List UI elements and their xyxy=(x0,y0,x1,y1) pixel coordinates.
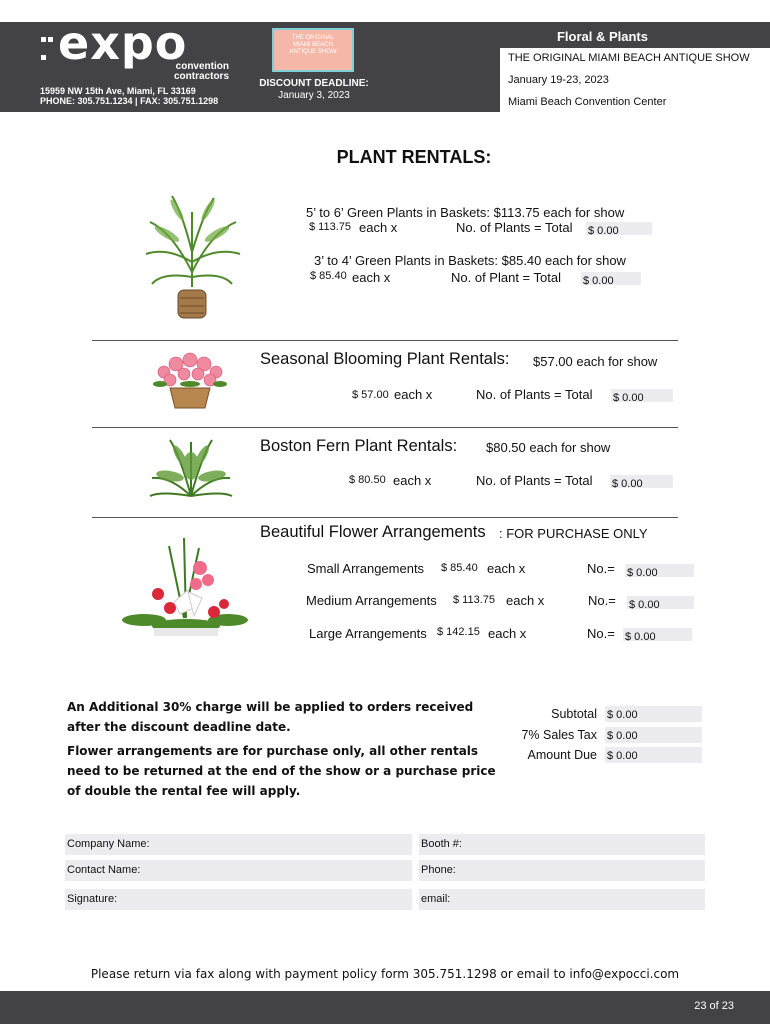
medium-arrangement-label: Medium Arrangements xyxy=(306,593,437,608)
amount-due-field[interactable]: $ 0.00 xyxy=(605,747,702,763)
fern-price-note: $80.50 each for show xyxy=(486,440,611,455)
medium-arrangement-each: each x xyxy=(506,593,545,608)
medium-arrangement-total-field[interactable]: $ 0.00 xyxy=(627,596,694,609)
small-arrangement-each: each x xyxy=(487,561,526,576)
return-policy-note: Flower arrangements are for purchase only, all other rentals need to be returned at the end of the show or a purchase price of double the rental fee will apply. xyxy=(67,744,496,798)
sales-tax-label: 7% Sales Tax xyxy=(521,728,597,742)
large-green-price: $ 113.75 xyxy=(309,221,352,233)
company-name-field[interactable]: Company Name: xyxy=(65,834,412,855)
amount-due-label: Amount Due xyxy=(527,748,597,762)
flower-arrangement-icon xyxy=(124,528,248,638)
seasonal-price-note: $57.00 each for show xyxy=(533,354,658,369)
small-arrangement-no: No.= xyxy=(587,561,615,576)
section-divider xyxy=(92,517,678,518)
large-green-heading: 5’ to 6’ Green Plants in Baskets: $113.75 each for show xyxy=(306,205,625,220)
sales-tax-field[interactable]: $ 0.00 xyxy=(605,727,702,743)
section-divider xyxy=(92,340,678,341)
page-number: 23 of 23 xyxy=(694,1000,734,1012)
small-green-total-field[interactable]: $ 0.00 xyxy=(581,272,641,285)
large-arrangement-no: No.= xyxy=(587,626,615,641)
large-green-total-field[interactable]: $ 0.00 xyxy=(586,222,652,235)
fern-price: $ 80.50 xyxy=(349,474,386,486)
contact-name-field[interactable]: Contact Name: xyxy=(65,860,412,881)
show-logo-badge: THE ORIGINAL MIAMI BEACH ANTIQUE SHOW xyxy=(272,28,354,72)
seasonal-each: each x xyxy=(394,387,433,402)
booth-number-field[interactable]: Booth #: xyxy=(419,834,705,855)
discount-deadline-date: January 3, 2023 xyxy=(278,90,350,101)
medium-arrangement-no: No.= xyxy=(588,593,616,608)
logo-dots-icon xyxy=(40,30,54,66)
subtotal-field[interactable]: $ 0.00 xyxy=(605,706,702,722)
small-green-each: each x xyxy=(352,270,391,285)
arrangements-heading: Beautiful Flower Arrangements xyxy=(260,523,486,541)
fern-each: each x xyxy=(393,473,432,488)
section-divider xyxy=(92,427,678,428)
small-arrangement-price: $ 85.40 xyxy=(441,562,478,574)
seasonal-price: $ 57.00 xyxy=(352,389,389,401)
signature-field[interactable]: Signature: xyxy=(65,889,412,910)
logo-subtitle: convention contractors xyxy=(173,61,229,82)
fern-plant-icon xyxy=(150,436,232,498)
arrangements-note: : FOR PURCHASE ONLY xyxy=(499,526,648,541)
small-green-qty-label: No. of Plant = Total xyxy=(451,270,561,285)
small-green-price: $ 85.40 xyxy=(310,270,347,282)
seasonal-qty-label: No. of Plants = Total xyxy=(476,387,593,402)
email-field[interactable]: email: xyxy=(419,889,705,910)
page-title: PLANT RENTALS: xyxy=(336,147,492,167)
large-arrangement-total-field[interactable]: $ 0.00 xyxy=(623,628,692,641)
palm-plant-icon xyxy=(142,192,242,322)
large-arrangement-label: Large Arrangements xyxy=(309,626,427,641)
large-green-qty-label: No. of Plants = Total xyxy=(456,220,573,235)
seasonal-total-field[interactable]: $ 0.00 xyxy=(611,389,673,402)
show-dates: January 19-23, 2023 xyxy=(508,74,609,86)
small-arrangement-label: Small Arrangements xyxy=(307,561,425,576)
medium-arrangement-price: $ 113.75 xyxy=(453,594,496,606)
small-green-heading: 3’ to 4’ Green Plants in Baskets: $85.40 each for show xyxy=(314,253,626,268)
large-green-each: each x xyxy=(359,220,398,235)
logo-word: expo xyxy=(58,16,188,70)
blooming-plant-icon xyxy=(150,352,230,410)
show-venue: Miami Beach Convention Center xyxy=(508,96,667,108)
seasonal-heading: Seasonal Blooming Plant Rentals: xyxy=(260,350,510,368)
fern-heading: Boston Fern Plant Rentals: xyxy=(260,437,458,455)
small-arrangement-total-field[interactable]: $ 0.00 xyxy=(625,564,694,577)
fern-qty-label: No. of Plants = Total xyxy=(476,473,593,488)
large-arrangement-price: $ 142.15 xyxy=(437,626,480,638)
section-tab-title: Floral & Plants xyxy=(556,29,648,44)
show-name: THE ORIGINAL MIAMI BEACH ANTIQUE SHOW xyxy=(508,52,750,64)
return-instructions: Please return via fax along with payment policy form 305.751.1298 or email to info@expocci.com xyxy=(90,967,680,981)
phone-field[interactable]: Phone: xyxy=(419,860,705,881)
large-arrangement-each: each x xyxy=(488,626,527,641)
company-address: 15959 NW 15th Ave, Miami, FL 33169 PHONE: 305.751.1234 | FAX: 305.751.1298 xyxy=(40,86,219,106)
fern-total-field[interactable]: $ 0.00 xyxy=(610,475,673,488)
subtotal-label: Subtotal xyxy=(551,707,597,721)
discount-deadline-label: DISCOUNT DEADLINE: xyxy=(259,78,369,89)
late-charge-note: An Additional 30% charge will be applied to orders received after the discount deadline date. xyxy=(67,700,474,734)
